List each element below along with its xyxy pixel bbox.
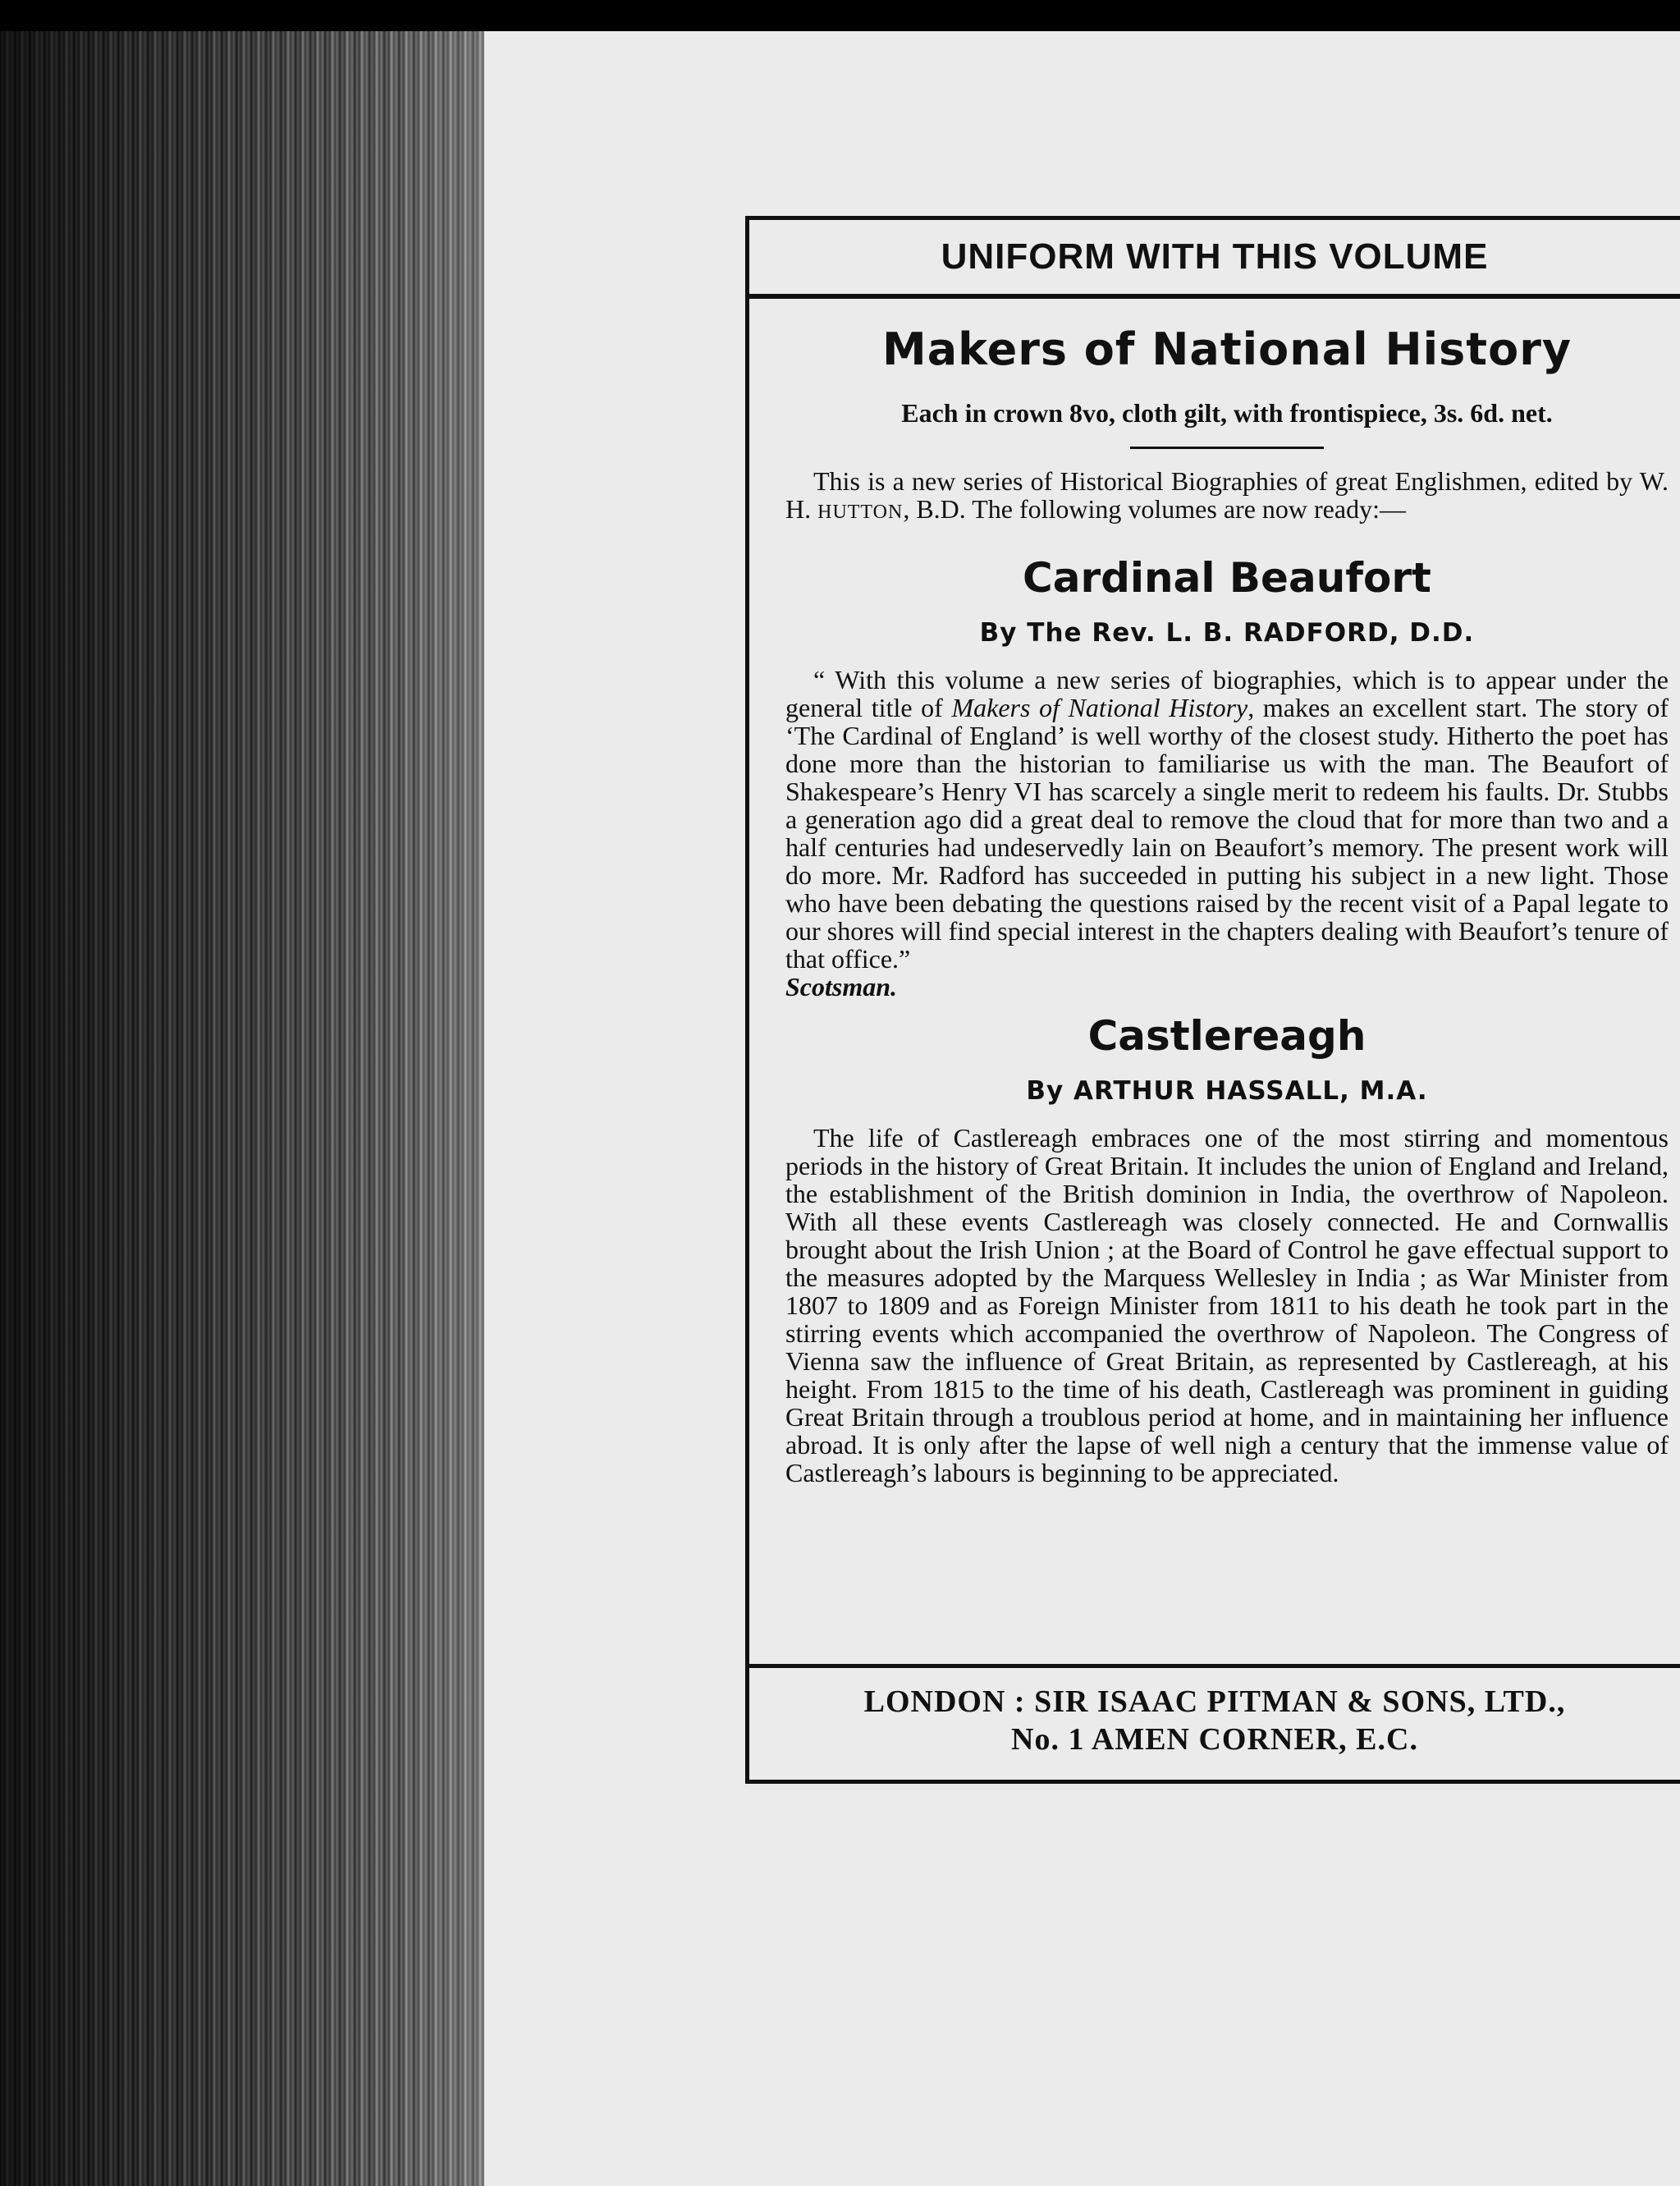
book-author-hassall: By ARTHUR HASSALL, M.A. (1026, 1076, 1428, 1106)
book-title-castlereagh: Castlereagh (1087, 1012, 1366, 1060)
scan-top-border (0, 0, 1680, 31)
header-title: UNIFORM WITH THIS VOLUME (941, 236, 1489, 277)
publisher-footer (749, 1664, 1680, 1780)
divider-rule (1130, 447, 1324, 449)
editor-surname: HUTTON (817, 502, 904, 523)
series-intro (785, 467, 1669, 526)
book-author-radford: By The Rev. L. B. RADFORD, D.D. (979, 618, 1475, 648)
publisher-name: LONDON : SIR ISAAC PITMAN & SONS, LTD., (863, 1684, 1566, 1719)
book-review-beaufort (785, 666, 1669, 973)
review-text-2: , makes an excellent start. The story of ‘The Cardinal of England’ is well worthy of the closest study. Hitherto the poet has done more than the historian to familiarise us with the man. The Beaufort of Shakespeare’s Henry VI has scarcely a single merit to redeem his faults. Dr. Stubbs a generation ago did a great deal to remove the cloud that for more than two and a half centuries had undeservedly lain on Beaufort’s memory. The present work will do more. Mr. Radford has succeeded in putting his subject in a new light. Those who have been debating the questions raised by the recent visit of a Papal legate to our shores will find special interest in the chapters dealing with Beaufort’s tenure of that office.” (785, 693, 1669, 974)
review-source: Scotsman. (785, 972, 898, 1001)
review-text-1: “ With this volume a new series of biographies, which is to appear under the general title of (785, 665, 1669, 722)
book-description-castlereagh: The life of Castlereagh embraces one of the most stirring and momentous periods in the history of Great Britain. It includes the union of England and Ireland, the establishment of the British dominion in India, the overthrow of Napoleon. With all these events Castlereagh was closely connected. He and Cornwallis brought about the Irish Union ; at the Board of Control he gave effectual support to the measures adopted by the Marquess Wellesley in India ; as War Minister from 1807 to 1809 and as Foreign Minister from 1811 to his death he took part in the stirring events which accompanied the overthrow of Napoleon. The Congress of Vienna saw the influence of Great Britain, as represented by Castlereagh, at his height. From 1815 to the time of his death, Castlereagh was prominent in guiding Great Britain through a troublous period at home, and in maintaining her influence abroad. It is only after the lapse of well nigh a century that the immense value of Castlereagh’s labours is beginning to be appreciated. (785, 1123, 1669, 1487)
series-subtitle: Each in crown 8vo, cloth gilt, with frontispiece, 3s. 6d. net. (901, 398, 1553, 428)
intro-text-before: This is a new series of Historical Biographies of great Englishmen, edited by W. H. (785, 466, 1669, 524)
advertisement-content (749, 323, 1680, 1487)
header-band (749, 220, 1680, 299)
advertisement-frame (745, 216, 1680, 1784)
book-page (484, 31, 1680, 2186)
publisher-address: No. 1 AMEN CORNER, E.C. (1011, 1722, 1418, 1757)
book-page-edges (0, 31, 492, 2186)
intro-text-after: , B.D. The following volumes are now ready:— (903, 494, 1406, 524)
review-series-name: Makers of National History (951, 693, 1248, 722)
book-title-cardinal-beaufort: Cardinal Beaufort (1023, 554, 1431, 602)
series-title: Makers of National History (881, 323, 1572, 375)
